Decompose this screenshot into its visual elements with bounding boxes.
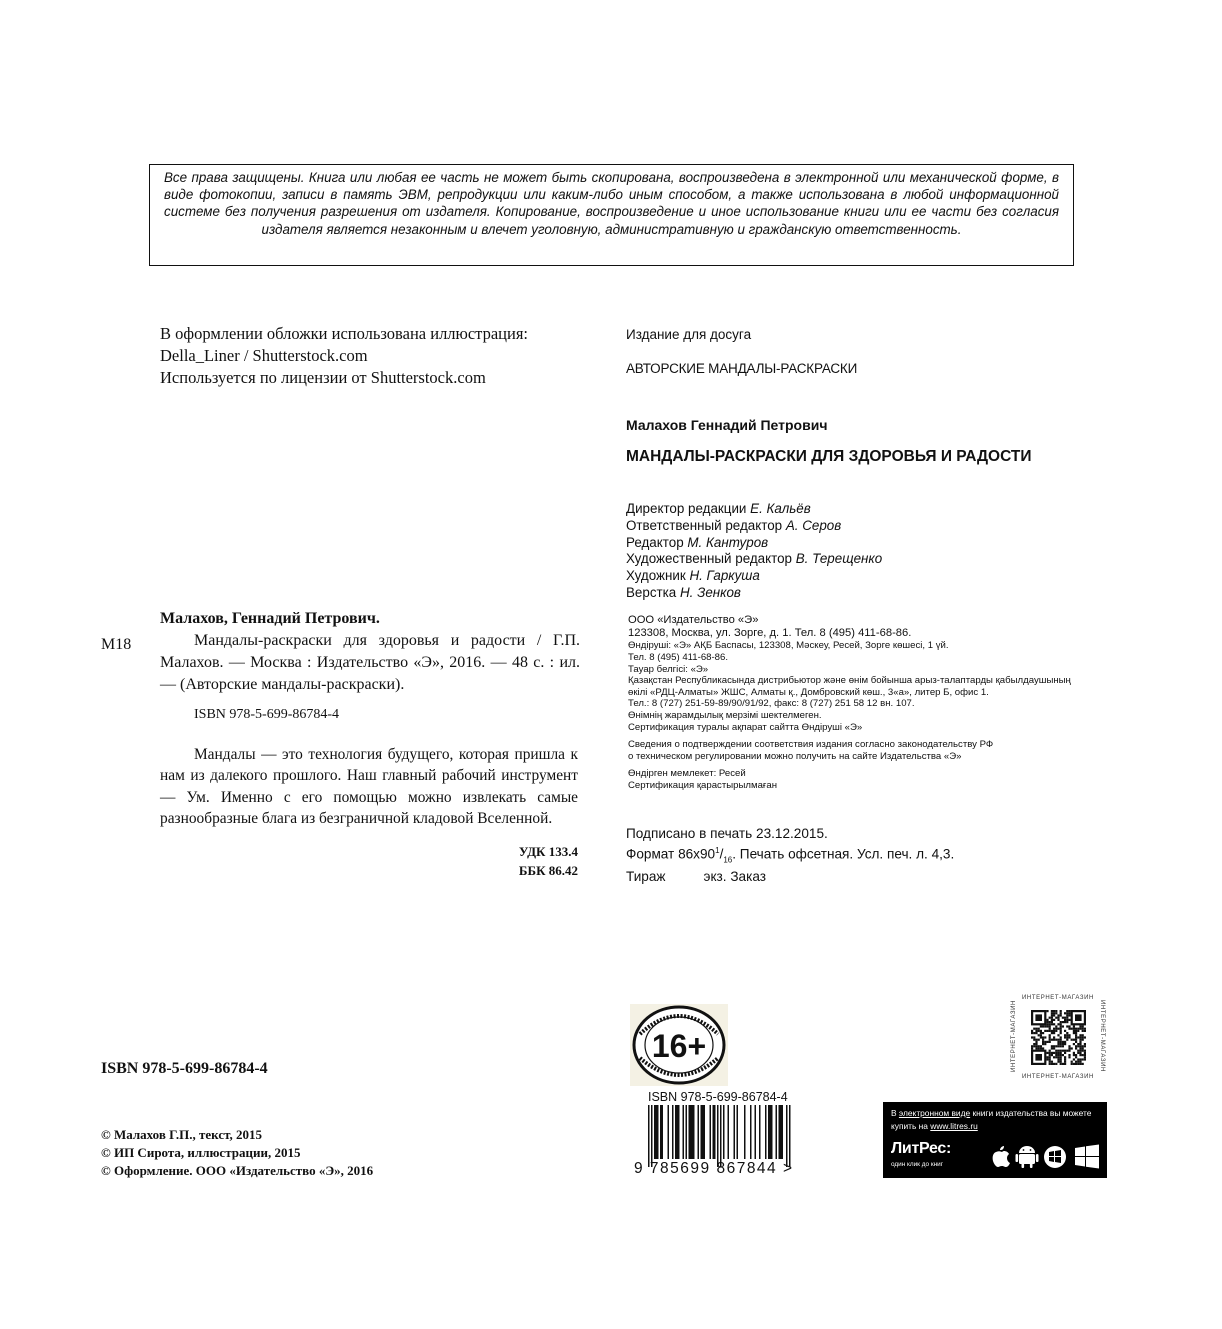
age-rating-badge [630, 1004, 728, 1086]
staff-name: В. Терещенко [795, 551, 883, 567]
cover-credit-line: Della_Liner / Shutterstock.com [160, 346, 368, 365]
windows-icon [1075, 1145, 1099, 1169]
staff-name: А. Серов [785, 517, 842, 533]
staff-role: Верстка [626, 584, 677, 600]
barcode-isbn: ISBN 978-5-699-86784-4 [648, 1090, 788, 1104]
platform-icons [989, 1143, 1101, 1169]
barcode-digits: 9 785699 867844 > [634, 1160, 794, 1177]
bbk-code: ББК 86.42 [518, 863, 578, 878]
shop-label-right: ИНТЕРНЕТ-МАГАЗИН [1099, 1000, 1105, 1072]
litres-logo: ЛитРес: [891, 1140, 951, 1157]
rights-notice-text: Все права защищены. Книга или любая ее часть не может быть скопирована, воспроизведена в электронной или механической форме, в виде фотокопии, записи в память ЭВМ, репродукции или каким-либо иным способом, а также использована в любой информационной системе без получения разрешения от издателя. Копирование, воспроизведение и иное использование книги или ее части без согласия издателя является незаконным и влечет уголовную, административную и гражданскую ответственность. [164, 170, 1059, 237]
origin-line: Өндірген мемлекет: Ресей [628, 768, 746, 780]
book-title: МАНДАЛЫ-РАСКРАСКИ ДЛЯ ЗДОРОВЬЯ И РАДОСТИ [626, 448, 1032, 465]
kz-line: Тел. 8 (495) 411-68-86. [628, 652, 729, 663]
edition-type: Издание для досуга [626, 327, 752, 342]
staff-role: Художник [626, 568, 686, 584]
kz-line: Сертификация туралы ақпарат сайтта Өндіруші «Э» [628, 721, 863, 733]
kz-line: өкілі «РДЦ-Алматы» ЖШС, Алматы қ., Домбровский көш., 3«а», литер Б, офис 1. [628, 686, 989, 698]
copyright-line: © Оформление. ООО «Издательство «Э», 2016 [101, 1163, 374, 1178]
staff-name: Е. Кальёв [750, 501, 811, 516]
kz-line: Тауар белгісі: «Э» [628, 663, 709, 675]
staff-row [626, 585, 1146, 602]
publisher-address: 123308, Москва, ул. Зорге, д. 1. Тел. 8 (495) 411-68-86. [628, 627, 912, 640]
staff-row [626, 501, 1146, 518]
udk-code: УДК 133.4 [518, 844, 578, 859]
format-line: Формат $86x90^1/_{16}$. Печать офсетная. Усл. печ. л. 4,3. [626, 845, 955, 865]
staff-role: Художественный редактор [626, 551, 793, 567]
staff-row [626, 518, 1146, 535]
qr-code-block [1009, 992, 1107, 1080]
litres-text: В электронном виде книги издательства вы можете купить на www.litres.ru [891, 1108, 1092, 1131]
bibliographic-record [160, 608, 580, 726]
classification-codes [420, 842, 578, 880]
copyright-line: © Малахов Г.П., текст, 2015 [101, 1127, 263, 1142]
staff-role: Ответственный редактор [626, 517, 783, 533]
biblio-author: Малахов, Геннадий Петрович. [160, 610, 380, 627]
windows-logo-round-icon [1044, 1146, 1066, 1168]
biblio-record: Мандалы-раскраски для здоровья и радости / Г.П. Малахов. — Москва : Издательство «Э», 2016. — 48 с. : ил. — (Авторские мандалы-раскраски). [160, 632, 580, 693]
litres-ebook-link[interactable]: электронном виде [898, 1108, 971, 1118]
author-name: Малахов Геннадий Петрович [626, 417, 828, 433]
cert-line: Сведения о подтверждении соответствия издания согласно законодательству РФ [628, 739, 994, 751]
annotation: Мандалы — это технология будущего, которая пришла к нам из далекого прошлого. Наш главный рабочий инструмент — Ум. Именно с его помощью можно извлекать самые разнообразные блага из безграничной кладовой Вселенной. [160, 746, 578, 828]
run-order-line: Тираж экз. Заказ [626, 868, 766, 884]
publisher-legal-info [628, 614, 1128, 792]
isbn-bottom: ISBN 978-5-699-86784-4 [101, 1060, 268, 1077]
cover-credit [160, 323, 600, 389]
biblio-isbn: ISBN 978-5-699-86784-4 [194, 707, 340, 722]
publisher-name: ООО «Издательство «Э» [628, 614, 759, 626]
kz-line: Қазақстан Республикасында дистрибьютор және өнім бойынша арыз-талаптарды қабылдаушының [628, 675, 1071, 687]
origin-line: Сертификация қарастырылмаған [628, 779, 778, 791]
cert-line: о техническом регулировании можно получить на сайте Издательства «Э» [628, 750, 962, 762]
litres-site-link[interactable]: www.litres.ru [930, 1120, 978, 1131]
litres-slogan: один клик до книг [891, 1161, 944, 1168]
staff-name: М. Кантуров [687, 534, 769, 550]
kz-line: Өнімнің жарамдылық мерзімі шектелмеген. [628, 709, 822, 721]
kz-line: Тел.: 8 (727) 251-59-89/90/91/92, факс: 8 (727) 251 58 12 вн. 107. [628, 698, 915, 710]
cover-credit-line: Используется по лицензии от Shutterstock.com [160, 368, 486, 387]
signed-date: Подписано в печать 23.12.2015. [626, 826, 828, 841]
shop-label-top: ИНТЕРНЕТ-МАГАЗИН [1022, 995, 1094, 1001]
rights-notice-box [149, 164, 1074, 266]
apple-icon [993, 1146, 1010, 1167]
copyrights [101, 1126, 373, 1180]
staff-name: Н. Гаркуша [689, 568, 760, 584]
shop-label-bottom: ИНТЕРНЕТ-МАГАЗИН [1022, 1074, 1094, 1080]
shop-label-left: ИНТЕРНЕТ-МАГАЗИН [1011, 1000, 1017, 1072]
age-rating-text: 16+ [651, 1028, 707, 1064]
litres-banner[interactable] [883, 1102, 1107, 1178]
android-icon [1016, 1146, 1039, 1168]
editorial-staff [626, 501, 1146, 602]
staff-row [626, 535, 1146, 552]
series-name: АВТОРСКИЕ МАНДАЛЫ-РАСКРАСКИ [626, 361, 858, 376]
qr-code-icon [1031, 1010, 1086, 1065]
staff-row [626, 568, 1146, 585]
author-sign: М18 [101, 636, 132, 653]
cover-credit-line: В оформлении обложки использована иллюстрация: [160, 324, 529, 343]
print-info [626, 826, 1126, 886]
kz-line: Өндіруші: «Э» АҚБ Баспасы, 123308, Мәскеу, Ресей, Зорге көшесі, 1 үй. [628, 640, 949, 652]
staff-role: Директор редакции [626, 501, 747, 516]
staff-name: Н. Зенков [680, 584, 741, 600]
staff-role: Редактор [626, 534, 684, 550]
copyright-line: © ИП Сирота, иллюстрации, 2015 [101, 1145, 301, 1160]
staff-row [626, 551, 1146, 568]
